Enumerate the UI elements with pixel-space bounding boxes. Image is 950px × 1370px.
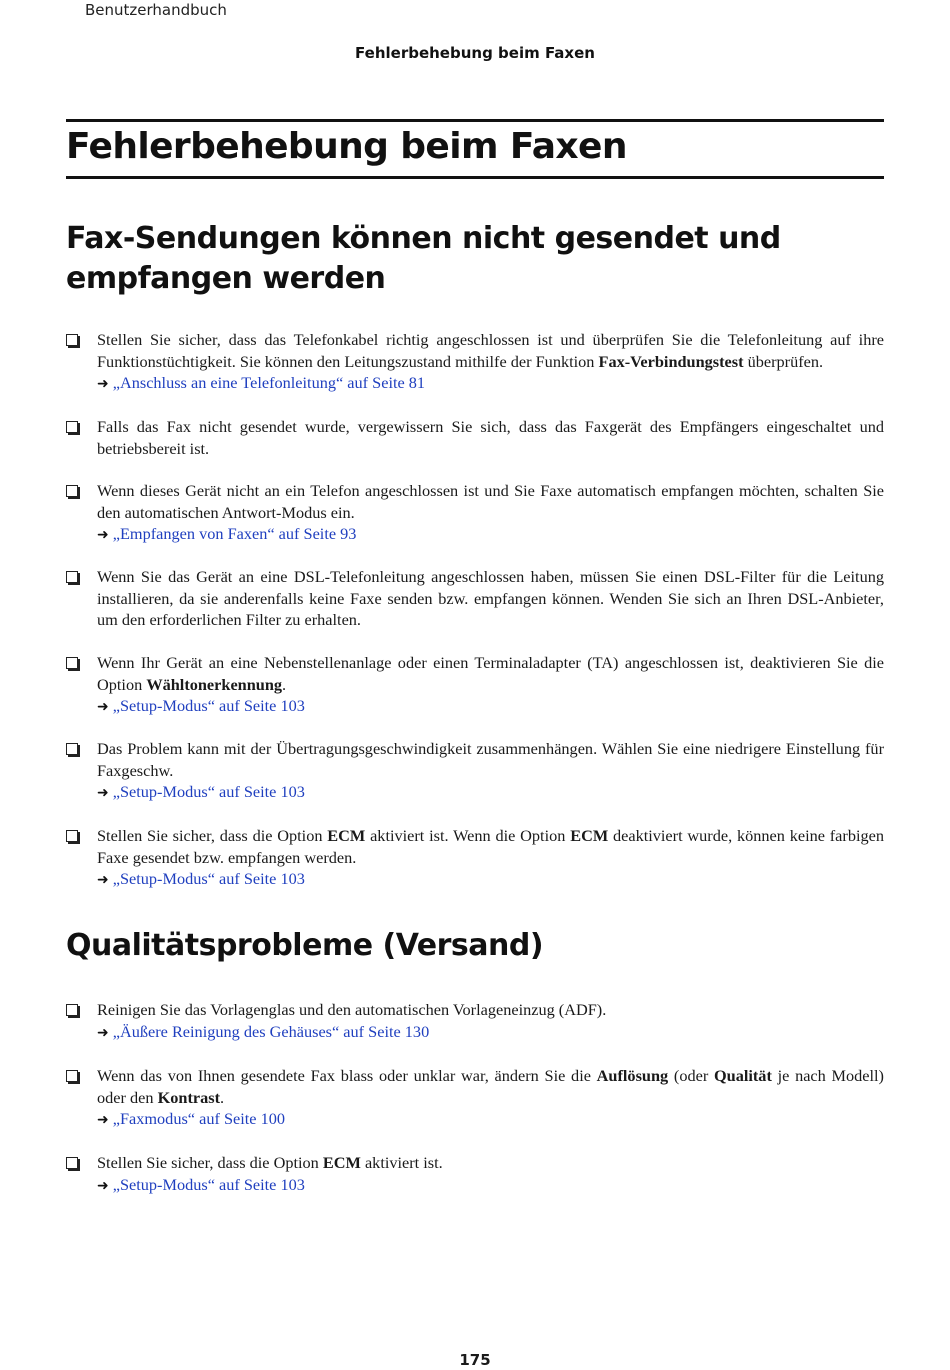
document-title: Benutzerhandbuch [85,1,227,19]
list-item: Wenn Sie das Gerät an eine DSL-Telefonleitung angeschlossen haben, müssen Sie einen DSL-Filter für die Leitung installieren, da sie anderenfalls keine Faxe senden bzw. empfangen können. Wenden Sie sich an Ihren DSL-Anbieter, um den erforderlichen Filter zu erhalten. [66,566,884,631]
cross-reference-link[interactable]: „Empfangen von Faxen“ auf Seite 93 [112,524,357,543]
arrow-right-icon: ➜ [97,527,109,543]
checkbox-bullet-icon [66,830,78,842]
section-title-quality: Qualitätsprobleme (Versand) [66,928,544,963]
list-item: Stellen Sie sicher, dass das Telefonkabel richtig angeschlossen ist und überprüfen Sie die Telefonleitung auf ihre Funktionstüchtigkeit. Sie können den Leitungszustand mithilfe der Funktion Fax-Verbindungstest überprüfen. ➜ „Anschluss an eine Telefonleitung“ auf Seite 81 [66,329,884,396]
page-number: 175 [459,1351,491,1369]
cross-reference-link[interactable]: „Setup-Modus“ auf Seite 103 [112,696,305,715]
cross-reference-link[interactable]: „Faxmodus“ auf Seite 100 [112,1109,286,1128]
cross-reference-link[interactable]: „Anschluss an eine Telefonleitung“ auf Seite 81 [112,373,426,392]
chapter-title: Fehlerbehebung beim Faxen [66,126,627,167]
bold-option: Wähltonerkennung [146,674,283,694]
cross-reference-link[interactable]: „Setup-Modus“ auf Seite 103 [112,782,305,801]
checkbox-bullet-icon [66,571,78,583]
chapter-rule-bottom [66,176,884,179]
arrow-right-icon: ➜ [97,1177,109,1194]
checkbox-bullet-icon [66,743,78,755]
list-item: Wenn dieses Gerät nicht an ein Telefon angeschlossen ist und Sie Faxe automatisch empfangen möchten, schalten Sie den automatischen Antwort-Modus ein. ➜ „Empfangen von Faxen“ auf Seite 93 [66,480,884,547]
cross-reference-link[interactable]: „Setup-Modus“ auf Seite 103 [112,1174,305,1194]
bold-option: Auflösung [596,1066,669,1085]
list-item: Wenn Ihr Gerät an eine Nebenstellenanlage oder einen Terminaladapter (TA) angeschlossen ist, deaktivieren Sie die Option Wähltonerkennung. ➜ „Setup-Modus“ auf Seite 103 [66,652,884,719]
checkbox-bullet-icon [66,657,78,669]
checkbox-bullet-icon [66,1004,78,1016]
list-item: Das Problem kann mit der Übertragungsgeschwindigkeit zusammenhängen. Wählen Sie eine niedrigere Einstellung für Faxgeschw. ➜ „Setup-Modus“ auf Seite 103 [66,738,884,805]
bold-option: Kontrast [157,1087,220,1107]
cross-reference-link[interactable]: „Äußere Reinigung des Gehäuses“ auf Seite 130 [112,1021,430,1041]
list-item: Stellen Sie sicher, dass die Option ECM aktiviert ist. Wenn die Option ECM deaktiviert wurde, können keine farbigen Faxe gesendet bzw. empfangen werden. ➜ „Setup-Modus“ auf Seite 103 [66,825,884,892]
section-title-send-receive: Fax-Sendungen können nicht gesendet und empfangen werden [66,221,781,296]
bold-option: Qualität [713,1066,772,1085]
checkbox-bullet-icon [66,334,78,346]
arrow-right-icon: ➜ [97,376,109,392]
arrow-right-icon: ➜ [97,1024,109,1041]
arrow-right-icon: ➜ [97,699,109,715]
list-item: Wenn das von Ihnen gesendete Fax blass oder unklar war, ändern Sie die Auflösung (oder Qualität je nach Modell) oder den Kontrast. ➜ „Faxmodus“ auf Seite 100 [66,1065,884,1132]
list-item: Falls das Fax nicht gesendet wurde, vergewissern Sie sich, dass das Faxgerät des Empfängers eingeschaltet und betriebsbereit ist. [66,416,884,459]
checkbox-bullet-icon [66,485,78,497]
chapter-rule-top [66,119,884,122]
list-item: Reinigen Sie das Vorlagenglas und den automatischen Vorlageneinzug (ADF). ➜ „Äußere Reinigung des Gehäuses“ auf Seite 130 [66,999,884,1044]
cross-reference-link[interactable]: „Setup-Modus“ auf Seite 103 [112,869,305,888]
bold-option: ECM [327,826,366,845]
checkbox-bullet-icon [66,1070,78,1082]
arrow-right-icon: ➜ [97,872,109,888]
bold-option: ECM [322,1153,361,1172]
list-item: Stellen Sie sicher, dass die Option ECM aktiviert ist. ➜ „Setup-Modus“ auf Seite 103 [66,1152,884,1197]
checkbox-bullet-icon [66,421,78,433]
bold-option: Fax-Verbindungstest [598,351,744,371]
running-header: Fehlerbehebung beim Faxen [355,44,595,62]
arrow-right-icon: ➜ [97,1112,109,1128]
checkbox-bullet-icon [66,1157,78,1169]
arrow-right-icon: ➜ [97,785,109,801]
bold-option: ECM [570,826,609,845]
